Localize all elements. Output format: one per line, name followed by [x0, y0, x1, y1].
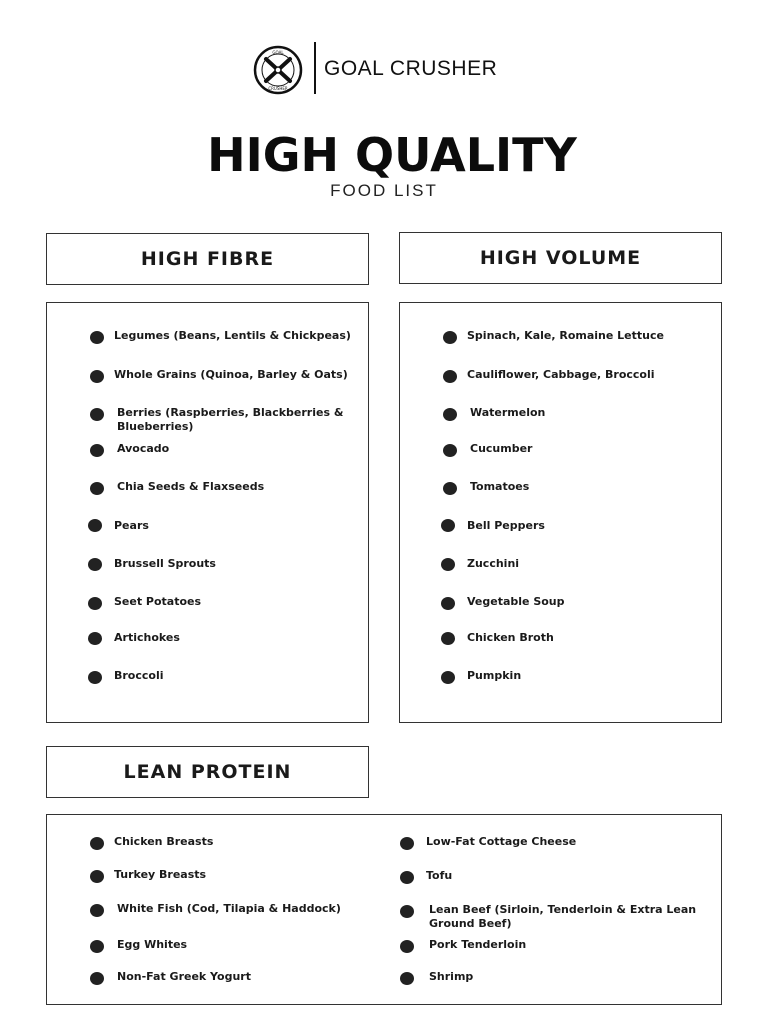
section-title-protein: LEAN PROTEIN [123, 761, 292, 783]
list-item-label: Chicken Breasts [114, 835, 214, 848]
bullet-icon [88, 558, 102, 571]
logo-divider [314, 42, 316, 94]
bullet-icon [400, 837, 414, 850]
bullet-icon [90, 370, 104, 383]
bullet-icon [443, 444, 457, 457]
list-item-label: Whole Grains (Quinoa, Barley & Oats) [114, 368, 348, 381]
bullet-icon [90, 972, 104, 985]
list-item-label: Artichokes [114, 631, 180, 644]
section-header-volume [399, 232, 722, 284]
list-item-label: Berries (Raspberries, Blackberries & Blueberries) [117, 406, 344, 433]
list-item-label: Vegetable Soup [467, 595, 565, 608]
list-item-label: Tofu [426, 869, 453, 882]
section-title-volume: HIGH VOLUME [479, 247, 642, 269]
bullet-icon [441, 519, 455, 532]
list-item-label: Legumes (Beans, Lentils & Chickpeas) [114, 329, 351, 342]
bullet-icon [443, 370, 457, 383]
list-item-label: Watermelon [470, 406, 546, 419]
page-title: HIGH QUALITY [207, 128, 577, 182]
list-item-label: Egg Whites [117, 938, 188, 951]
fibre-list [46, 302, 369, 723]
page-subtitle: FOOD LIST [330, 181, 438, 200]
list-item-label: Turkey Breasts [114, 868, 207, 881]
list-item-label: Avocado [117, 442, 170, 455]
bullet-icon [90, 837, 104, 850]
list-item-label: Chicken Broth [467, 631, 554, 644]
bullet-icon [443, 408, 457, 421]
brand-logo [248, 42, 538, 94]
list-item-label: Shrimp [429, 970, 474, 983]
section-header-fibre [46, 233, 369, 285]
brand-name: GOAL CRUSHER [324, 57, 498, 80]
list-item-label: Brussell Sprouts [114, 557, 216, 570]
list-item-label: Lean Beef (Sirloin, Tenderloin & Extra Lean Ground Beef) [429, 903, 697, 930]
bullet-icon [400, 871, 414, 884]
list-item-label: Low-Fat Cottage Cheese [426, 835, 577, 848]
bullet-icon [443, 331, 457, 344]
bullet-icon [90, 904, 104, 917]
bullet-icon [90, 870, 104, 883]
bullet-icon [90, 444, 104, 457]
list-item-label: Tomatoes [470, 480, 530, 493]
list-item-label: Pumpkin [467, 669, 522, 682]
bullet-icon [88, 671, 102, 684]
volume-list [399, 302, 722, 723]
list-item-label: Spinach, Kale, Romaine Lettuce [467, 329, 664, 342]
list-item-label: Pork Tenderloin [429, 938, 527, 951]
list-item-label: Pears [114, 519, 149, 532]
bullet-icon [88, 632, 102, 645]
list-item-label: Chia Seeds & Flaxseeds [117, 480, 265, 493]
list-item-label: Cucumber [470, 442, 533, 455]
bullet-icon [88, 597, 102, 610]
list-item-label: Seet Potatoes [114, 595, 202, 608]
list-item-label: Zucchini [467, 557, 520, 570]
bullet-icon [443, 482, 457, 495]
bullet-icon [441, 558, 455, 571]
section-title-fibre: HIGH FIBRE [140, 248, 275, 270]
list-item-label: Non-Fat Greek Yogurt [117, 970, 251, 983]
bullet-icon [90, 331, 104, 344]
bullet-icon [88, 519, 102, 532]
bullet-icon [400, 972, 414, 985]
bullet-icon [400, 940, 414, 953]
emblem-text-bottom: CRUSHER [268, 86, 288, 91]
protein-list [46, 814, 722, 1005]
bullet-icon [90, 408, 104, 421]
list-item-label: Broccoli [114, 669, 164, 682]
emblem-text-top: GOAL [272, 50, 284, 55]
bullet-icon [400, 905, 414, 918]
barbell-plate-icon [248, 45, 310, 95]
bullet-icon [441, 671, 455, 684]
bullet-icon [441, 597, 455, 610]
list-item-label: Cauliflower, Cabbage, Broccoli [467, 368, 655, 381]
bullet-icon [90, 940, 104, 953]
bullet-icon [90, 482, 104, 495]
section-header-protein [46, 746, 369, 798]
list-item-label: Bell Peppers [467, 519, 545, 532]
bullet-icon [441, 632, 455, 645]
list-item-label: White Fish (Cod, Tilapia & Haddock) [117, 902, 341, 915]
